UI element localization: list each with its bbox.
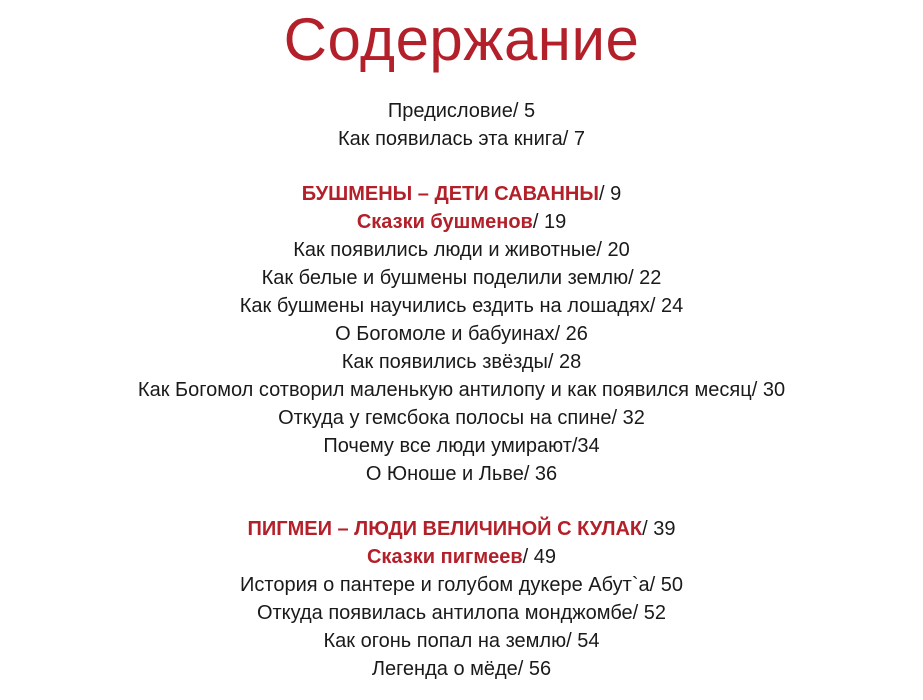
toc-entry: Откуда у гемсбока полосы на спине/ 32 <box>278 407 645 429</box>
toc-entry: Как белые и бушмены поделили землю/ 22 <box>261 267 662 289</box>
part-heading-pygmies <box>0 515 923 543</box>
toc-entry: Как бушмены научились ездить на лошадях/ 24 <box>239 295 684 317</box>
subheading-text: Сказки бушменов <box>356 211 533 233</box>
subheading-page: / 49 <box>522 546 557 568</box>
toc-entry-preface: Предисловие/ 5 <box>387 100 536 122</box>
toc-entry: Почему все люди умирают/34 <box>323 435 600 457</box>
toc-entry: Как появились люди и животные/ 20 <box>293 239 630 261</box>
subheading-page: / 19 <box>532 211 567 233</box>
part-heading-text: БУШМЕНЫ – ДЕТИ САВАННЫ <box>301 183 599 205</box>
toc-entry: О Богомоле и бабуинах/ 26 <box>335 323 588 345</box>
toc-entry: О Юноше и Льве/ 36 <box>365 463 558 485</box>
toc-entry: Как огонь попал на землю/ 54 <box>323 630 600 652</box>
part-heading-bushmen <box>0 180 923 208</box>
part-heading-page: / 39 <box>642 518 676 540</box>
toc-entry: Откуда появилась антилопа монджомбе/ 52 <box>256 602 667 624</box>
toc-entry: Как Богомол сотворил маленькую антилопу и как появился месяц/ 30 <box>137 379 786 401</box>
part-heading-text: ПИГМЕИ – ЛЮДИ ВЕЛИЧИНОЙ С КУЛАК <box>247 518 643 540</box>
toc-entry-book-origin: Как появилась эта книга/ 7 <box>338 128 585 150</box>
subheading-pygmy-tales <box>0 543 923 571</box>
subheading-bushmen-tales <box>0 208 923 236</box>
subheading-text: Сказки пигмеев <box>366 546 523 568</box>
toc-entry: История о пантере и голубом дукере Абут`а/ 50 <box>240 574 683 596</box>
part-heading-page: / 9 <box>598 183 622 205</box>
page-title: Содержание <box>283 6 640 73</box>
toc-entry: Легенда о мёде/ 56 <box>371 658 552 680</box>
toc-entry: Как появились звёзды/ 28 <box>341 351 582 373</box>
